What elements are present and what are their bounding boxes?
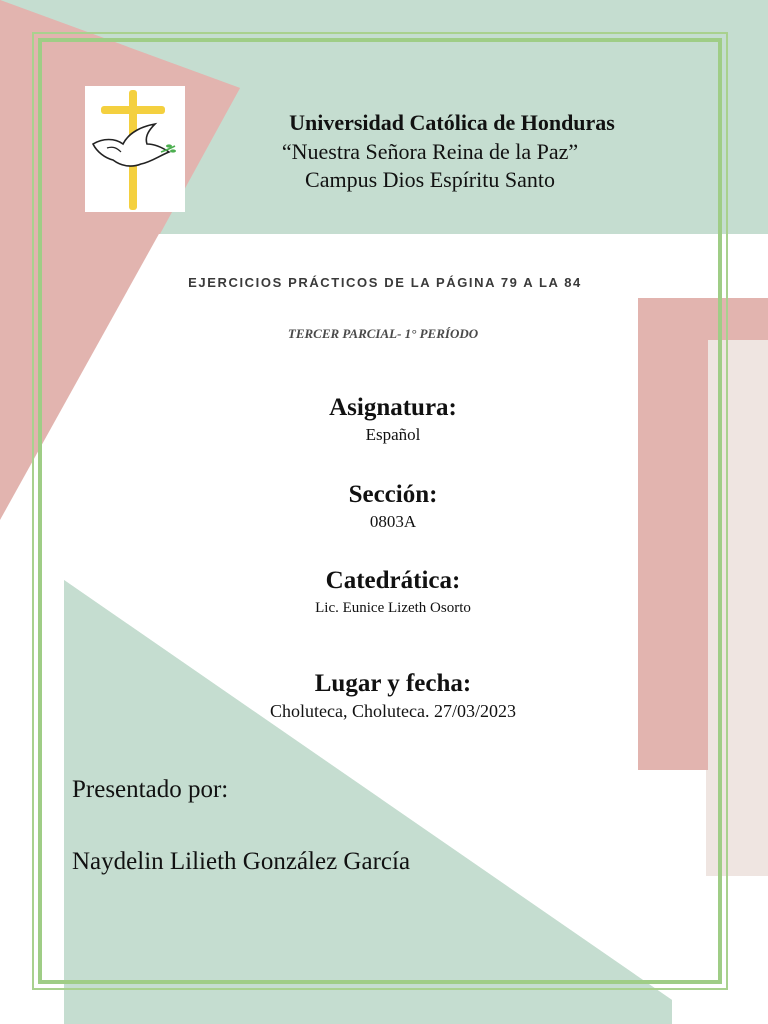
student-name: Naydelin Lilieth González García [72,848,411,875]
exercises-title: EJERCICIOS PRÁCTICOS DE LA PÁGINA 79 A LA 84 [188,275,582,290]
section-value: 0803A [369,512,417,531]
cross-and-dove-icon [85,86,185,212]
section-field [160,479,626,533]
term-label: TERCER PARCIAL- 1° PERÍODO [287,326,479,341]
teacher-label: Catedrática: [325,567,461,594]
subject-field [160,392,626,446]
place-date-value: Choluteca, Choluteca. 27/03/2023 [270,701,516,721]
university-header [200,108,660,194]
university-name: Universidad Católica de Honduras [289,110,615,135]
subject-value: Español [365,425,421,444]
presented-by-label: Presentado por: [72,776,229,803]
teacher-value: Lic. Eunice Lizeth Osorto [315,600,471,616]
university-motto: “Nuestra Señora Reina de la Paz” [281,139,579,164]
teacher-field [160,565,626,619]
place-date-field [160,668,626,722]
subject-label: Asignatura: [329,394,457,421]
place-date-label: Lugar y fecha: [314,670,472,697]
university-logo [85,86,185,212]
section-label: Sección: [348,481,438,508]
campus-name: Campus Dios Espíritu Santo [305,167,555,192]
